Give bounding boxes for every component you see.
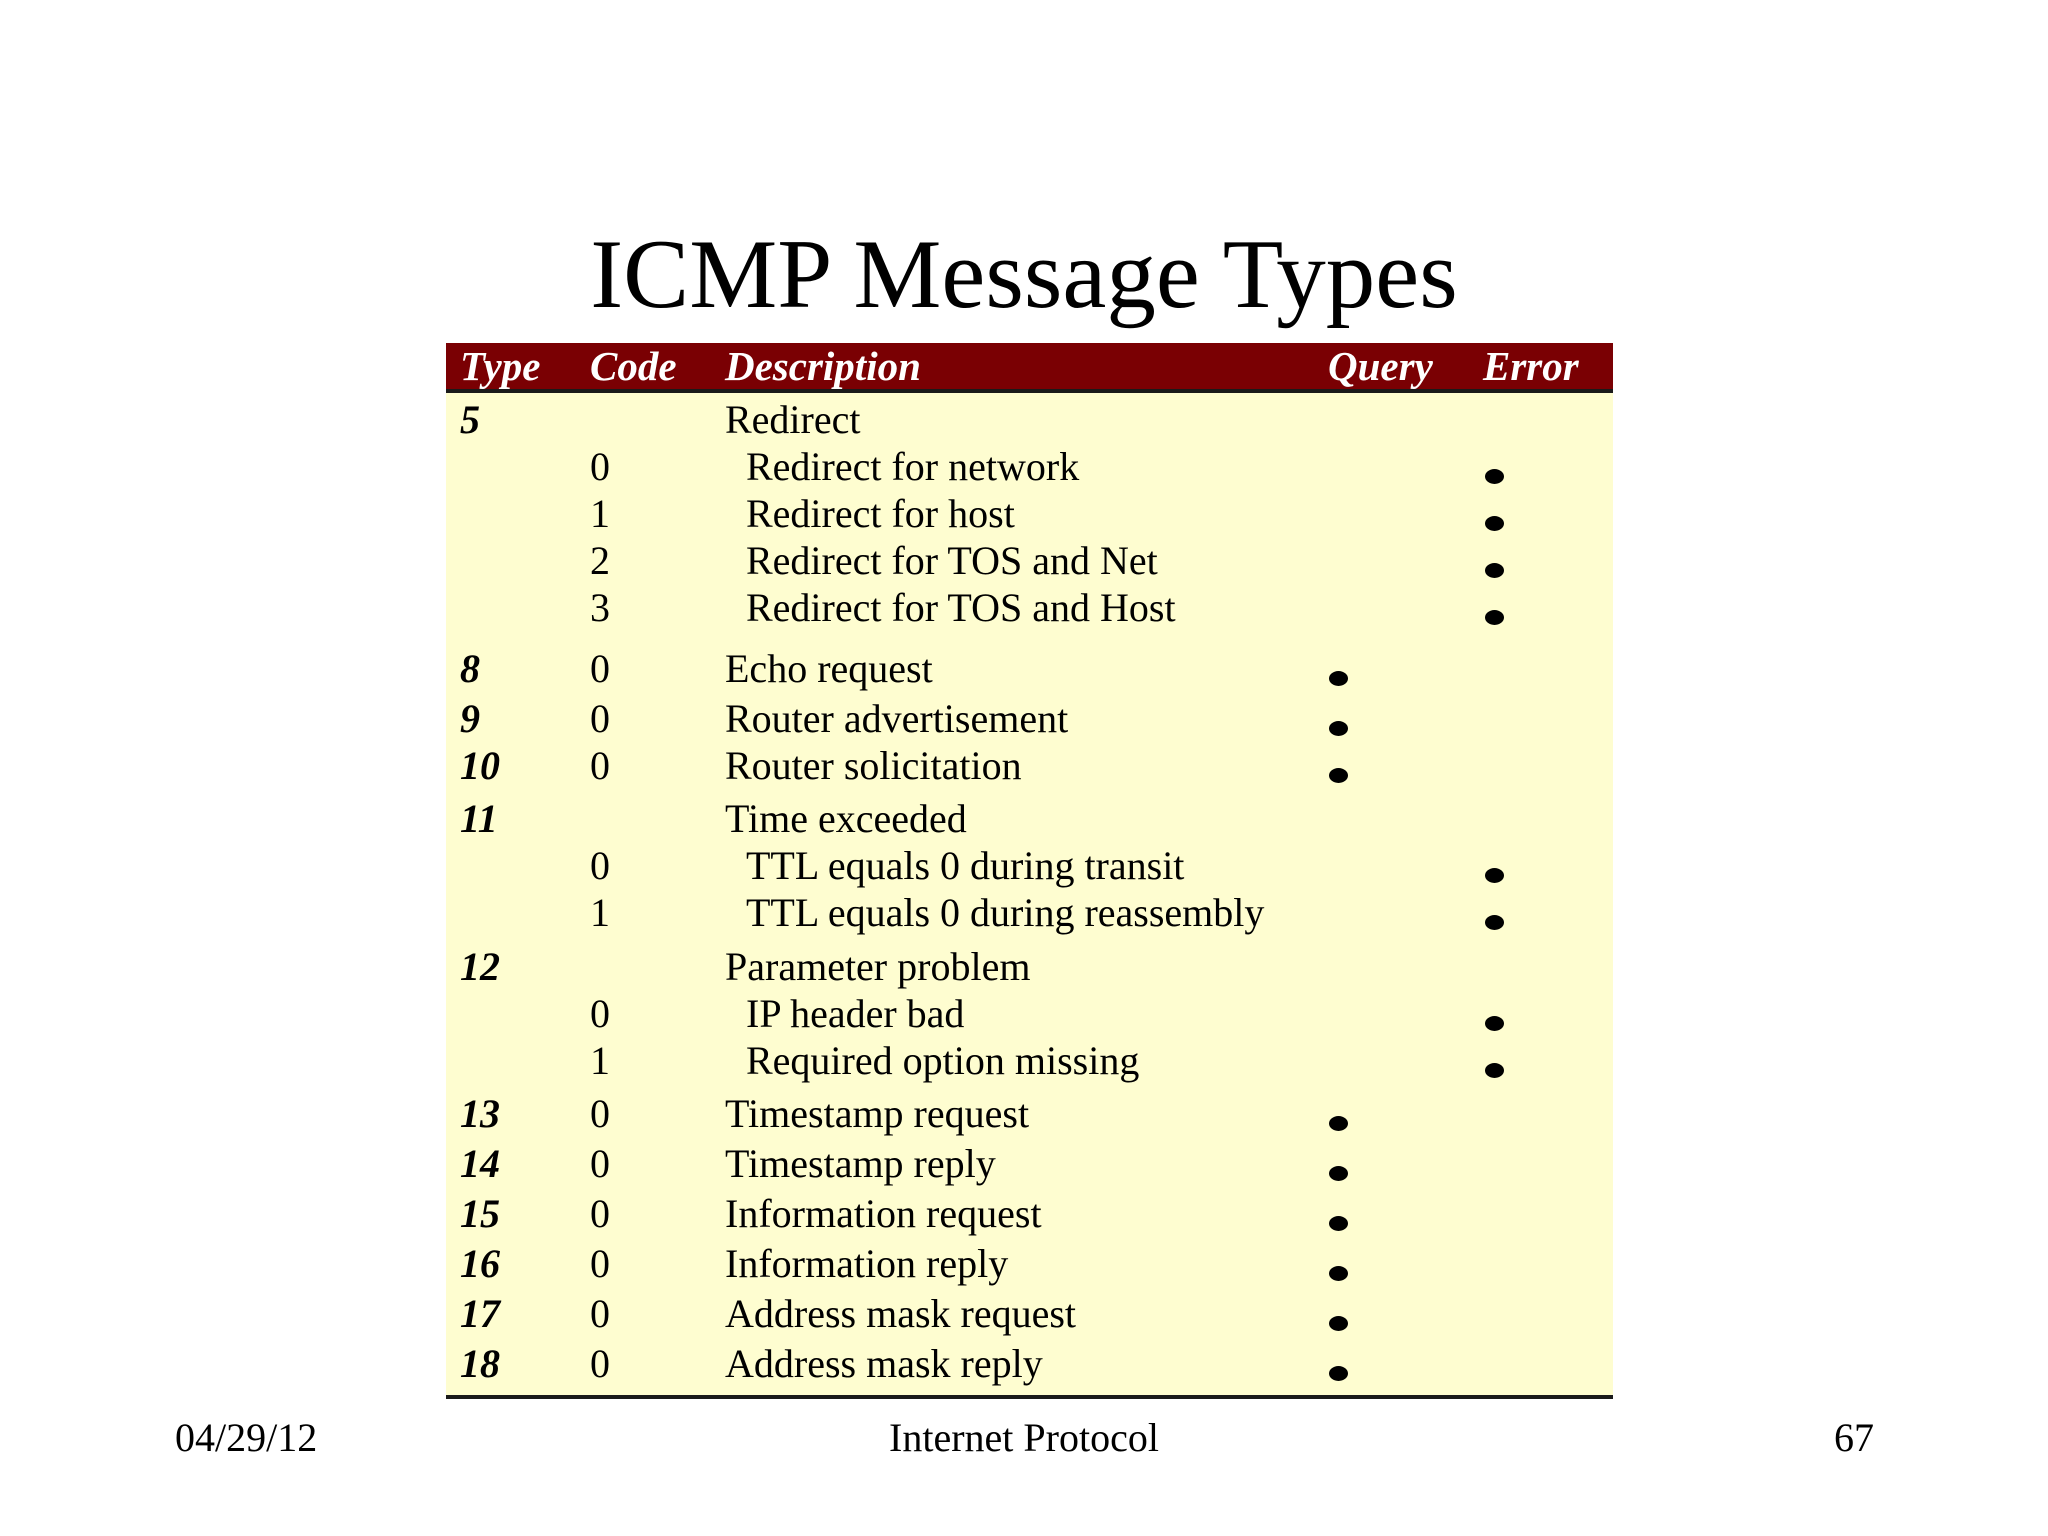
cell-description: Information reply: [725, 1241, 1009, 1286]
cell-code: 0: [590, 843, 610, 888]
cell-type: 8: [460, 646, 480, 691]
cell-description: Information request: [725, 1191, 1042, 1236]
table-row: [446, 645, 1613, 692]
table-row: [446, 695, 1613, 742]
query-bullet-icon: [1329, 1216, 1348, 1231]
cell-code: 0: [590, 444, 610, 489]
header-query: Query: [1328, 343, 1433, 389]
cell-description: Redirect: [725, 397, 861, 442]
cell-code: 3: [590, 585, 610, 630]
cell-type: 14: [460, 1141, 500, 1186]
footer-page-number: 67: [1834, 1415, 1874, 1460]
cell-description: Router advertisement: [725, 696, 1069, 741]
cell-code: 0: [590, 696, 610, 741]
cell-code: 0: [590, 1091, 610, 1136]
cell-code: 1: [590, 890, 610, 935]
cell-description: Timestamp request: [725, 1091, 1030, 1136]
cell-type: 10: [460, 743, 500, 788]
table-row: [446, 943, 1613, 990]
cell-code: 0: [590, 1291, 610, 1336]
cell-type: 16: [460, 1241, 500, 1286]
query-bullet-icon: [1329, 671, 1348, 686]
cell-code: 0: [590, 1241, 610, 1286]
table-row: [446, 1140, 1613, 1187]
error-bullet-icon: [1485, 610, 1504, 625]
table-row: [446, 889, 1613, 936]
table-header-row: [446, 343, 1613, 393]
cell-description: Redirect for TOS and Host: [746, 585, 1176, 630]
error-bullet-icon: [1485, 516, 1504, 531]
footer-date: 04/29/12: [175, 1415, 318, 1460]
header-code: Code: [590, 343, 677, 389]
error-bullet-icon: [1485, 915, 1504, 930]
error-bullet-icon: [1485, 868, 1504, 883]
header-type: Type: [460, 343, 541, 389]
table-row: [446, 1290, 1613, 1337]
error-bullet-icon: [1485, 563, 1504, 578]
header-error: Error: [1483, 343, 1579, 389]
cell-type: 18: [460, 1341, 500, 1386]
table-row: [446, 1190, 1613, 1237]
cell-code: 1: [590, 1038, 610, 1083]
table-row: [446, 1340, 1613, 1387]
cell-description: Address mask request: [725, 1291, 1077, 1336]
cell-description: Time exceeded: [725, 796, 967, 841]
cell-code: 0: [590, 646, 610, 691]
query-bullet-icon: [1329, 1366, 1348, 1381]
cell-description: TTL equals 0 during reassembly: [746, 890, 1265, 935]
table-row: [446, 842, 1613, 889]
cell-type: 17: [460, 1291, 500, 1336]
table-row: [446, 1037, 1613, 1084]
cell-code: 0: [590, 1341, 610, 1386]
cell-description: Redirect for host: [746, 491, 1015, 536]
cell-description: Timestamp reply: [725, 1141, 996, 1186]
cell-type: 11: [460, 796, 498, 841]
cell-description: TTL equals 0 during transit: [746, 843, 1185, 888]
table-row: [446, 742, 1613, 789]
cell-code: 0: [590, 743, 610, 788]
cell-type: 5: [460, 397, 480, 442]
error-bullet-icon: [1485, 1016, 1504, 1031]
cell-type: 15: [460, 1191, 500, 1236]
table-row: [446, 1240, 1613, 1287]
cell-description: Parameter problem: [725, 944, 1031, 989]
query-bullet-icon: [1329, 1316, 1348, 1331]
cell-description: Redirect for network: [746, 444, 1080, 489]
cell-code: 0: [590, 991, 610, 1036]
query-bullet-icon: [1329, 1166, 1348, 1181]
query-bullet-icon: [1329, 1116, 1348, 1131]
table-row: [446, 537, 1613, 584]
error-bullet-icon: [1485, 1063, 1504, 1078]
table-row: [446, 584, 1613, 631]
cell-description: Redirect for TOS and Net: [746, 538, 1158, 583]
table-row: [446, 1090, 1613, 1137]
cell-description: Echo request: [725, 646, 933, 691]
query-bullet-icon: [1329, 721, 1348, 736]
cell-code: 0: [590, 1141, 610, 1186]
table-row: [446, 443, 1613, 490]
cell-type: 9: [460, 696, 480, 741]
query-bullet-icon: [1329, 768, 1348, 783]
footer-topic: Internet Protocol: [889, 1415, 1159, 1460]
slide-title: ICMP Message Types: [590, 220, 1458, 329]
cell-code: 1: [590, 491, 610, 536]
cell-description: Required option missing: [746, 1038, 1140, 1083]
cell-description: Address mask reply: [725, 1341, 1043, 1386]
cell-type: 12: [460, 944, 500, 989]
icmp-types-table: [446, 343, 1613, 1399]
cell-description: IP header bad: [746, 991, 965, 1036]
cell-description: Router solicitation: [725, 743, 1022, 788]
table-row: [446, 795, 1613, 842]
table-row: [446, 490, 1613, 537]
error-bullet-icon: [1485, 469, 1504, 484]
query-bullet-icon: [1329, 1266, 1348, 1281]
table-row: [446, 396, 1613, 443]
cell-type: 13: [460, 1091, 500, 1136]
header-description: Description: [725, 343, 921, 389]
cell-code: 0: [590, 1191, 610, 1236]
table-row: [446, 990, 1613, 1037]
cell-code: 2: [590, 538, 610, 583]
